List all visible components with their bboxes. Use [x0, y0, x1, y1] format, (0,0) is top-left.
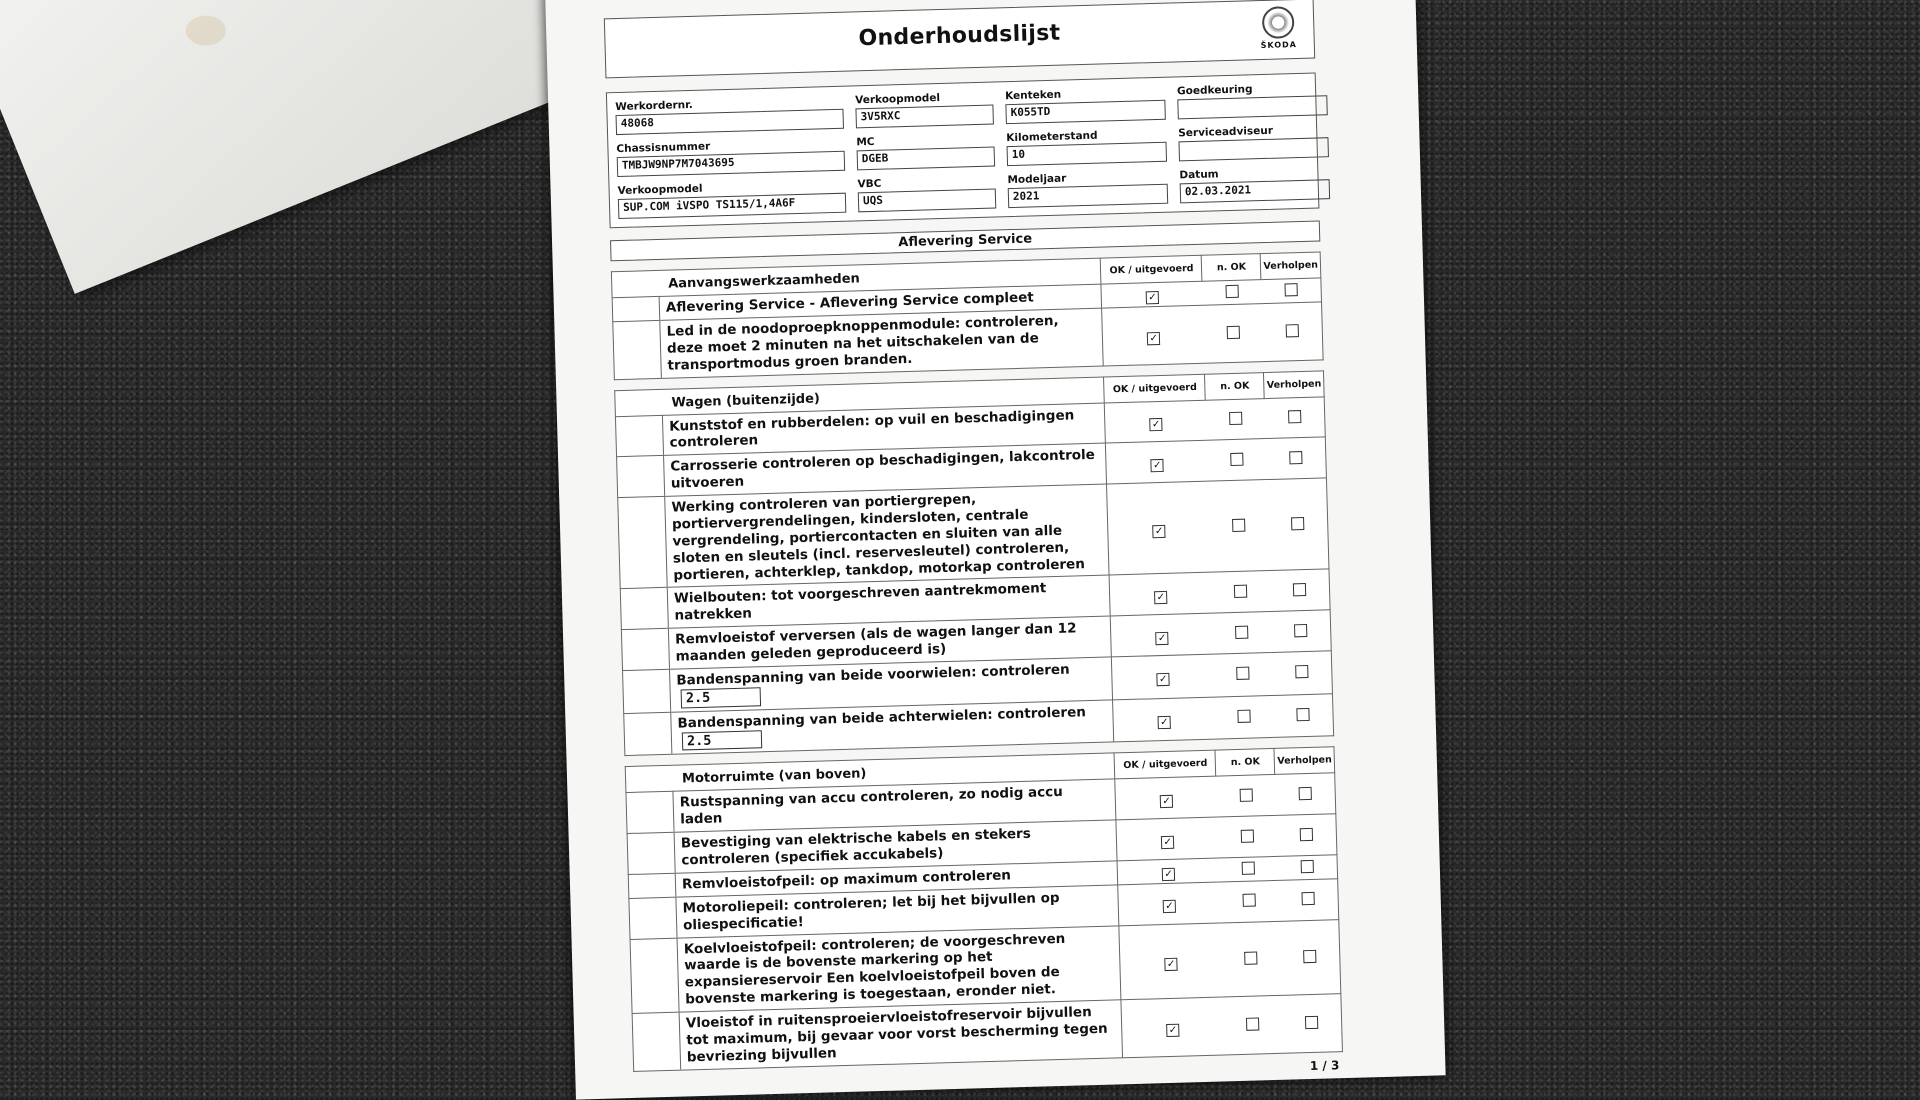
checkbox-cell: [1218, 856, 1278, 882]
maintenance-checklist-page: [545, 0, 1446, 1100]
checkbox-ok[interactable]: ✓: [1155, 631, 1168, 644]
info-field-label: Kenteken: [1004, 88, 1062, 103]
checkbox-nok[interactable]: [1244, 951, 1257, 964]
row-spacer: [623, 669, 671, 713]
checkbox-cell: [1107, 481, 1211, 575]
checkbox-cell: [1278, 878, 1339, 920]
info-field-label: MC: [856, 135, 875, 149]
skoda-logo-icon: [1262, 6, 1295, 39]
checkbox-cell: [1266, 437, 1327, 479]
checklist-item-text: Led in de noodoproepknoppenmodule: controleren, deze moet 2 minuten na het uitschakelen van de transportmodus groen branden.: [666, 312, 1059, 374]
checkbox-fixed[interactable]: [1289, 451, 1302, 464]
row-spacer: [615, 415, 663, 457]
checklist-item-text: Aflevering Service - Aflevering Service compleet: [665, 289, 1035, 316]
checkbox-ok[interactable]: ✓: [1151, 459, 1164, 472]
checkbox-nok[interactable]: [1235, 625, 1248, 638]
checklist-groups: [611, 251, 1343, 1071]
checkbox-cell: [1272, 651, 1333, 695]
checkbox-cell: [1267, 478, 1329, 571]
page-title: Onderhoudslijst: [858, 20, 1061, 52]
checkbox-fixed[interactable]: [1299, 787, 1312, 800]
info-field-value: 02.03.2021: [1180, 179, 1330, 203]
section-title: Aflevering Service: [610, 220, 1320, 261]
coffee-stain: [186, 16, 226, 46]
info-field-value: UQS: [858, 188, 997, 212]
info-field-value: [1178, 137, 1329, 161]
checkbox-nok[interactable]: [1236, 667, 1249, 680]
checkbox-ok[interactable]: ✓: [1160, 795, 1173, 808]
column-fixed-header: Verholpen: [1264, 370, 1324, 398]
info-field: [1006, 128, 1167, 166]
checklist-item-text: Werking controleren van portiergrepen, portiervergrendelingen, kindersloten, centrale vergrendeling, portiercontacten en sluiten van alle sloten en sleutels (incl. reservesleutel) controleren, portieren, achterklep, tankdop, motorkap controleren: [671, 491, 1086, 584]
checklist-item-text: Motoroliepeil: controleren; let bij het bijvullen op oliespecificatie!: [682, 889, 1060, 934]
info-field: [1177, 81, 1328, 119]
info-field: [856, 133, 995, 171]
checkbox-cell: [1219, 880, 1279, 922]
checkbox-nok[interactable]: [1237, 710, 1250, 723]
info-field-value: DGEB: [857, 147, 996, 171]
checklist-item-cell: [665, 484, 1110, 588]
checkbox-cell: [1119, 923, 1222, 1000]
row-spacer: [621, 628, 669, 670]
info-field: [1179, 165, 1330, 203]
checkbox-nok[interactable]: [1227, 325, 1240, 338]
column-ok-header: OK / uitgevoerd: [1115, 750, 1217, 779]
checkbox-cell: [1208, 480, 1270, 573]
checklist-item-text: Kunststof en rubberdelen: op vuil en beschadigingen controleren: [669, 406, 1075, 452]
checkbox-cell: [1271, 610, 1332, 652]
checkbox-nok[interactable]: [1230, 452, 1243, 465]
checkbox-cell: [1281, 994, 1342, 1053]
checkbox-fixed[interactable]: [1296, 708, 1309, 721]
checkbox-cell: [1112, 654, 1214, 700]
checkbox-cell: [1207, 439, 1267, 481]
row-spacer: [630, 938, 679, 1014]
info-field-label: Chassisnummer: [616, 140, 711, 156]
checkbox-cell: [1118, 882, 1220, 926]
checkbox-cell: [1101, 281, 1203, 308]
info-field-value: 2021: [1008, 184, 1168, 208]
checkbox-cell: [1212, 612, 1272, 654]
checklist-table: [614, 370, 1334, 757]
row-spacer: [624, 712, 672, 756]
checkbox-ok[interactable]: ✓: [1152, 525, 1165, 538]
row-spacer: [626, 792, 674, 834]
checklist-item-cell: [679, 1000, 1123, 1070]
checkbox-fixed[interactable]: [1303, 950, 1316, 963]
info-field-label: Kilometerstand: [1006, 129, 1098, 145]
checkbox-fixed[interactable]: [1301, 860, 1314, 873]
checkbox-nok[interactable]: [1234, 584, 1247, 597]
info-field: [1178, 123, 1329, 161]
checkbox-cell: [1213, 652, 1273, 696]
checkbox-cell: [1203, 303, 1264, 362]
checkbox-nok[interactable]: [1246, 1017, 1259, 1030]
checkbox-nok[interactable]: [1241, 829, 1254, 842]
checkbox-fixed[interactable]: [1300, 827, 1313, 840]
checklist-item-text: Remvloeistofpeil: op maximum controleren: [681, 867, 1012, 893]
info-field-value: 48068: [616, 109, 844, 135]
vehicle-info-grid: [606, 73, 1320, 229]
checkbox-cell: [1211, 571, 1271, 613]
column-fixed-header: Verholpen: [1261, 252, 1321, 280]
checklist-item-text: Bandenspanning van beide achterwielen: controleren: [677, 703, 1087, 732]
checklist-item-text: Carrosserie controleren op beschadigingen, lakcontrole uitvoeren: [670, 447, 1096, 492]
checklist-item-text: Koelvloeistofpeil: controleren; de voorgeschreven waarde is de bovenste markering op het expansiereservoir Een koelvloeistofpeil boven de bovenste markering is toegestaan, eronder niet.: [683, 930, 1066, 1008]
checkbox-cell: [1262, 302, 1323, 361]
checkbox-ok[interactable]: ✓: [1162, 868, 1175, 881]
skoda-logo: [1253, 6, 1304, 50]
checkbox-cell: [1214, 695, 1274, 739]
checkbox-cell: [1106, 440, 1208, 484]
group-title: Aanvangswerkzaamheden: [611, 258, 1101, 298]
checkbox-ok[interactable]: ✓: [1158, 716, 1171, 729]
column-fixed-header: Verholpen: [1274, 747, 1334, 775]
checkbox-cell: [1121, 997, 1224, 1057]
info-field: [1007, 170, 1168, 208]
checkbox-fixed[interactable]: [1286, 324, 1299, 337]
checkbox-ok[interactable]: ✓: [1164, 957, 1177, 970]
checkbox-cell: [1116, 817, 1218, 861]
checklist-table: [611, 251, 1324, 379]
row-spacer: [627, 832, 675, 874]
checkbox-cell: [1269, 569, 1330, 611]
checkbox-fixed[interactable]: [1291, 517, 1304, 530]
checklist-item-text: Remvloeistof verversen (als de wagen langer dan 12 maanden geleden geproduceerd is): [674, 620, 1077, 665]
info-field: [615, 95, 844, 135]
info-field-label: Datum: [1179, 168, 1219, 182]
checkbox-cell: [1118, 858, 1220, 885]
checklist-item-cell: [660, 308, 1104, 378]
row-spacer: [628, 873, 676, 898]
info-field-value: TMBJW9NP7M7043695: [617, 151, 845, 177]
checkbox-fixed[interactable]: [1295, 665, 1308, 678]
checkbox-cell: [1202, 280, 1262, 306]
info-field: [1005, 86, 1166, 124]
row-spacer: [618, 496, 668, 589]
group-title: Wagen (buitenzijde): [615, 377, 1105, 417]
column-ok-header: OK / uitgevoerd: [1101, 255, 1203, 284]
checkbox-cell: [1279, 919, 1341, 995]
checkbox-nok[interactable]: [1232, 518, 1245, 531]
checkbox-ok[interactable]: ✓: [1161, 835, 1174, 848]
page-number: 1 / 3: [1309, 1057, 1340, 1073]
checkbox-ok[interactable]: ✓: [1147, 332, 1160, 345]
checklist-item-text: Wielbouten: tot voorgeschreven aantrekmoment natrekken: [673, 580, 1047, 624]
pressure-value: 2.5: [681, 687, 761, 708]
checklist-item-text: Rustspanning van accu controleren, zo nodig accu laden: [679, 784, 1064, 828]
info-field-label: Werkordernr.: [615, 98, 693, 114]
info-field-label: Goedkeuring: [1176, 83, 1253, 98]
checkbox-cell: [1217, 816, 1277, 858]
checklist-item-text: Vloeistof in ruitensproeiervloeistofreservoir bijvullen tot maximum, bij gevaar voor vorst bescherming tegen bevriezing bijvullen: [685, 1004, 1108, 1066]
checkbox-cell: [1216, 775, 1276, 817]
checkbox-ok[interactable]: ✓: [1149, 418, 1162, 431]
brand-name: ŠKODA: [1260, 40, 1298, 51]
checkbox-cell: [1111, 613, 1213, 657]
checkbox-cell: [1115, 776, 1217, 820]
checkbox-nok[interactable]: [1229, 412, 1242, 425]
title-header: [604, 0, 1315, 78]
column-nok-header: n. OK: [1215, 749, 1275, 777]
info-field: [617, 179, 846, 219]
checkbox-cell: [1275, 773, 1336, 815]
checkbox-ok[interactable]: ✓: [1154, 591, 1167, 604]
checkbox-cell: [1277, 855, 1337, 881]
checkbox-ok[interactable]: ✓: [1163, 900, 1176, 913]
info-field-value: [1177, 95, 1328, 119]
checkbox-fixed[interactable]: [1293, 583, 1306, 596]
checkbox-cell: [1206, 398, 1266, 440]
info-field-label: Verkoopmodel: [855, 92, 941, 107]
info-field-label: Serviceadviseur: [1178, 124, 1274, 140]
checkbox-cell: [1261, 278, 1321, 304]
row-spacer: [612, 296, 660, 321]
checkbox-cell: [1276, 814, 1337, 856]
checkbox-cell: [1102, 305, 1205, 365]
checklist-item-text: Bevestiging van elektrische kabels en stekers controleren (specifiek accukabels): [680, 825, 1031, 869]
info-field-value: SUP.COM iVSPO TS115/1,4A6F: [618, 193, 846, 219]
row-spacer: [617, 456, 665, 498]
info-field-label: Modeljaar: [1007, 172, 1067, 187]
column-nok-header: n. OK: [1205, 372, 1265, 400]
checkbox-fixed[interactable]: [1305, 1016, 1318, 1029]
checkbox-fixed[interactable]: [1301, 892, 1314, 905]
checklist-item-text: Bandenspanning van beide voorwielen: controleren: [676, 661, 1070, 689]
checkbox-ok[interactable]: ✓: [1146, 291, 1159, 304]
info-field-label: Verkoopmodel: [617, 182, 703, 198]
checkbox-cell: [1105, 400, 1207, 444]
checkbox-nok[interactable]: [1242, 861, 1255, 874]
checklist-item-cell: [677, 925, 1121, 1012]
checkbox-fixed[interactable]: [1294, 623, 1307, 636]
checkbox-cell: [1222, 995, 1283, 1054]
checkbox-nok[interactable]: [1242, 894, 1255, 907]
info-field-value: 3V5RXC: [855, 105, 994, 129]
checkbox-cell: [1273, 693, 1334, 737]
checkbox-fixed[interactable]: [1288, 410, 1301, 423]
checkbox-nok[interactable]: [1240, 788, 1253, 801]
column-ok-header: OK / uitgevoerd: [1104, 374, 1206, 403]
checkbox-cell: [1110, 573, 1212, 617]
row-spacer: [620, 588, 668, 630]
checklist-table: [625, 747, 1343, 1072]
info-field: [616, 137, 845, 177]
checkbox-fixed[interactable]: [1284, 283, 1297, 296]
pressure-value: 2.5: [682, 730, 762, 751]
info-field-value: 10: [1007, 142, 1167, 166]
checkbox-nok[interactable]: [1225, 285, 1238, 298]
checkbox-ok[interactable]: ✓: [1166, 1024, 1179, 1037]
checkbox-cell: [1265, 396, 1326, 438]
info-field: [855, 91, 994, 129]
row-spacer: [613, 320, 662, 379]
column-nok-header: n. OK: [1202, 254, 1262, 282]
info-field-value: K055TD: [1005, 100, 1165, 124]
group-title: Motorruimte (van boven): [625, 753, 1115, 793]
checkbox-ok[interactable]: ✓: [1157, 673, 1170, 686]
checkbox-cell: [1113, 697, 1215, 743]
row-spacer: [632, 1012, 681, 1071]
row-spacer: [629, 897, 677, 939]
info-field-label: VBC: [857, 177, 882, 191]
checkbox-cell: [1220, 921, 1281, 997]
info-field: [857, 174, 996, 212]
